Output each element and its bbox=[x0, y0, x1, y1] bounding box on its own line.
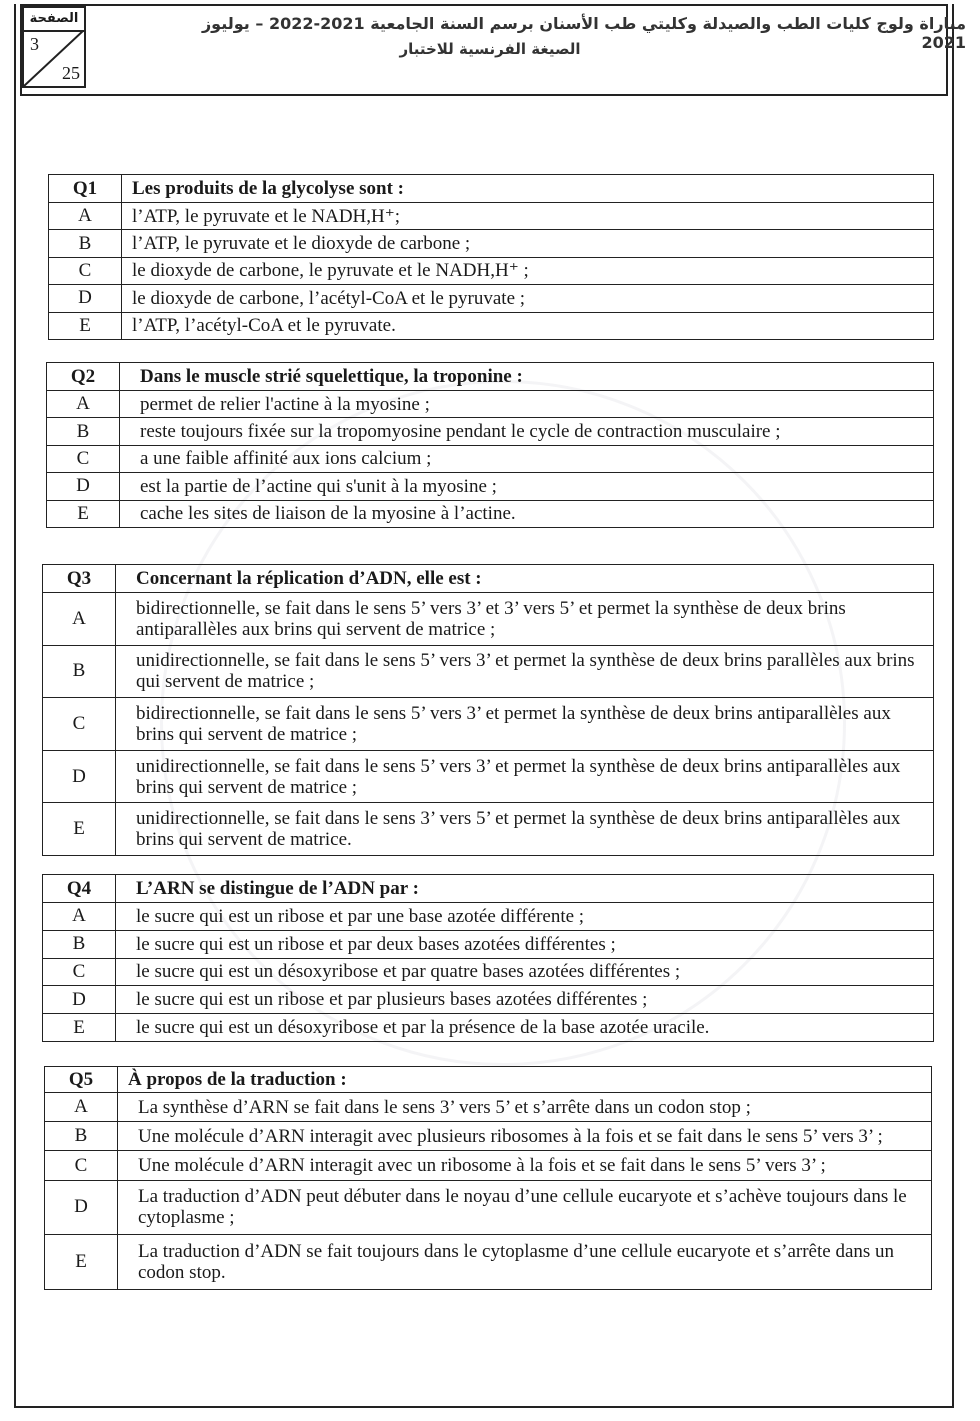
option-letter: B bbox=[49, 230, 122, 257]
question-header-row bbox=[49, 175, 934, 203]
option-letter: E bbox=[45, 1235, 118, 1290]
option-text: a une faible affinité aux ions calcium ; bbox=[120, 445, 934, 472]
option-text: unidirectionnelle, se fait dans le sens 5’ vers 3’ et permet la synthèse de deux brins antiparallèles aux brins qui servent de matrice ; bbox=[116, 750, 934, 803]
option-row[interactable] bbox=[45, 1151, 932, 1180]
option-letter: C bbox=[43, 698, 116, 751]
page-total: 25 bbox=[62, 63, 80, 83]
option-row[interactable] bbox=[43, 958, 934, 986]
question-table-q5 bbox=[44, 1066, 932, 1290]
option-letter: A bbox=[49, 203, 122, 230]
option-row[interactable] bbox=[47, 391, 934, 418]
option-text: Une molécule d’ARN interagit avec un ribosome à la fois et se fait dans le sens 5’ vers 3’ ; bbox=[118, 1151, 932, 1180]
option-text: l’ATP, l’acétyl-CoA et le pyruvate. bbox=[122, 312, 934, 339]
option-row[interactable] bbox=[45, 1235, 932, 1290]
option-letter: B bbox=[45, 1122, 118, 1151]
option-letter: D bbox=[43, 986, 116, 1014]
option-letter: C bbox=[45, 1151, 118, 1180]
option-text: le sucre qui est un ribose et par plusieurs bases azotées différentes ; bbox=[116, 986, 934, 1014]
question-table-q3 bbox=[42, 564, 934, 856]
option-row[interactable] bbox=[47, 473, 934, 500]
option-row[interactable] bbox=[43, 593, 934, 646]
question-table-q2 bbox=[46, 362, 934, 528]
option-row[interactable] bbox=[49, 203, 934, 230]
question-number: Q2 bbox=[47, 363, 120, 391]
question-prompt: Les produits de la glycolyse sont : bbox=[122, 175, 934, 203]
option-letter: B bbox=[43, 645, 116, 698]
option-letter: E bbox=[43, 803, 116, 856]
option-letter: D bbox=[43, 750, 116, 803]
option-text: bidirectionnelle, se fait dans le sens 5’ vers 3’ et 3’ vers 5’ et permet la synthèse de deux brins antiparallèles aux brins qui servent de matrice ; bbox=[116, 593, 934, 646]
option-text: permet de relier l'actine à la myosine ; bbox=[120, 391, 934, 418]
option-text: l’ATP, le pyruvate et le NADH,H⁺; bbox=[122, 203, 934, 230]
option-text: La traduction d’ADN peut débuter dans le noyau d’une cellule eucaryote et s’achève toujours dans le cytoplasme ; bbox=[118, 1180, 932, 1235]
option-text: est la partie de l’actine qui s'unit à la myosine ; bbox=[120, 473, 934, 500]
option-text: unidirectionnelle, se fait dans le sens 3’ vers 5’ et permet la synthèse de deux brins antiparallèles aux brins qui servent de matrice. bbox=[116, 803, 934, 856]
question-header-row bbox=[45, 1067, 932, 1093]
page-number-box bbox=[22, 6, 86, 88]
option-letter: E bbox=[43, 1014, 116, 1042]
option-text: La synthèse d’ARN se fait dans le sens 3’ vers 5’ et s’arrête dans un codon stop ; bbox=[118, 1093, 932, 1122]
option-row[interactable] bbox=[47, 445, 934, 472]
option-row[interactable] bbox=[47, 418, 934, 445]
option-text: le sucre qui est un ribose et par une base azotée différente ; bbox=[116, 903, 934, 931]
option-letter: D bbox=[49, 285, 122, 312]
option-letter: C bbox=[43, 958, 116, 986]
option-text: reste toujours fixée sur la tropomyosine pendant le cycle de contraction musculaire ; bbox=[120, 418, 934, 445]
option-row[interactable] bbox=[47, 500, 934, 527]
option-row[interactable] bbox=[45, 1180, 932, 1235]
option-letter: A bbox=[43, 593, 116, 646]
question-number: Q4 bbox=[43, 875, 116, 903]
page-label: الصفحة bbox=[24, 8, 84, 32]
option-row[interactable] bbox=[45, 1093, 932, 1122]
question-prompt: L’ARN se distingue de l’ADN par : bbox=[116, 875, 934, 903]
option-row[interactable] bbox=[49, 257, 934, 284]
option-text: le sucre qui est un désoxyribose et par la présence de la base azotée uracile. bbox=[116, 1014, 934, 1042]
option-text: le dioxyde de carbone, l’acétyl-CoA et le pyruvate ; bbox=[122, 285, 934, 312]
exam-subtitle: الصيغة الفرنسية للاختبار bbox=[399, 40, 581, 58]
question-header-row bbox=[43, 875, 934, 903]
option-letter: B bbox=[43, 930, 116, 958]
option-letter: A bbox=[45, 1093, 118, 1122]
option-text: cache les sites de liaison de la myosine à l’actine. bbox=[120, 500, 934, 527]
option-letter: E bbox=[47, 500, 120, 527]
option-text: l’ATP, le pyruvate et le dioxyde de carbone ; bbox=[122, 230, 934, 257]
option-text: le sucre qui est un désoxyribose et par quatre bases azotées différentes ; bbox=[116, 958, 934, 986]
option-row[interactable] bbox=[43, 930, 934, 958]
question-table-q4 bbox=[42, 874, 934, 1042]
option-row[interactable] bbox=[43, 698, 934, 751]
option-letter: B bbox=[47, 418, 120, 445]
option-letter: D bbox=[45, 1180, 118, 1235]
option-letter: C bbox=[47, 445, 120, 472]
question-number: Q3 bbox=[43, 565, 116, 593]
option-row[interactable] bbox=[45, 1122, 932, 1151]
option-text: le dioxyde de carbone, le pyruvate et le NADH,H⁺ ; bbox=[122, 257, 934, 284]
option-text: Une molécule d’ARN interagit avec plusieurs ribosomes à la fois et se fait dans le sens 5’ vers 3’ ; bbox=[118, 1122, 932, 1151]
exam-title: مباراة ولوج كليات الطب والصيدلة وكليتي طب الأسنان برسم السنة الجامعية 2021-2022 – يوليوز 2021 bbox=[201, 14, 966, 52]
question-number: Q5 bbox=[45, 1067, 118, 1093]
option-row[interactable] bbox=[43, 645, 934, 698]
option-row[interactable] bbox=[43, 903, 934, 931]
option-row[interactable] bbox=[49, 285, 934, 312]
question-prompt: À propos de la traduction : bbox=[118, 1067, 932, 1093]
option-letter: D bbox=[47, 473, 120, 500]
option-letter: A bbox=[43, 903, 116, 931]
option-text: bidirectionnelle, se fait dans le sens 5’ vers 3’ et permet la synthèse de deux brins antiparallèles aux brins qui servent de matrice ; bbox=[116, 698, 934, 751]
option-row[interactable] bbox=[43, 1014, 934, 1042]
question-number: Q1 bbox=[49, 175, 122, 203]
option-letter: A bbox=[47, 391, 120, 418]
question-prompt: Concernant la réplication d’ADN, elle est : bbox=[116, 565, 934, 593]
option-row[interactable] bbox=[43, 986, 934, 1014]
option-row[interactable] bbox=[43, 750, 934, 803]
question-prompt: Dans le muscle strié squelettique, la troponine : bbox=[120, 363, 934, 391]
option-row[interactable] bbox=[43, 803, 934, 856]
question-header-row bbox=[43, 565, 934, 593]
option-text: unidirectionnelle, se fait dans le sens 5’ vers 3’ et permet la synthèse de deux brins parallèles aux brins qui servent de matrice ; bbox=[116, 645, 934, 698]
option-letter: C bbox=[49, 257, 122, 284]
option-text: La traduction d’ADN se fait toujours dans le cytoplasme d’une cellule eucaryote et s’arrête dans un codon stop. bbox=[118, 1235, 932, 1290]
option-letter: E bbox=[49, 312, 122, 339]
question-header-row bbox=[47, 363, 934, 391]
page-current: 3 bbox=[30, 34, 39, 54]
option-row[interactable] bbox=[49, 230, 934, 257]
option-row[interactable] bbox=[49, 312, 934, 339]
question-table-q1 bbox=[48, 174, 934, 340]
option-text: le sucre qui est un ribose et par deux bases azotées différentes ; bbox=[116, 930, 934, 958]
